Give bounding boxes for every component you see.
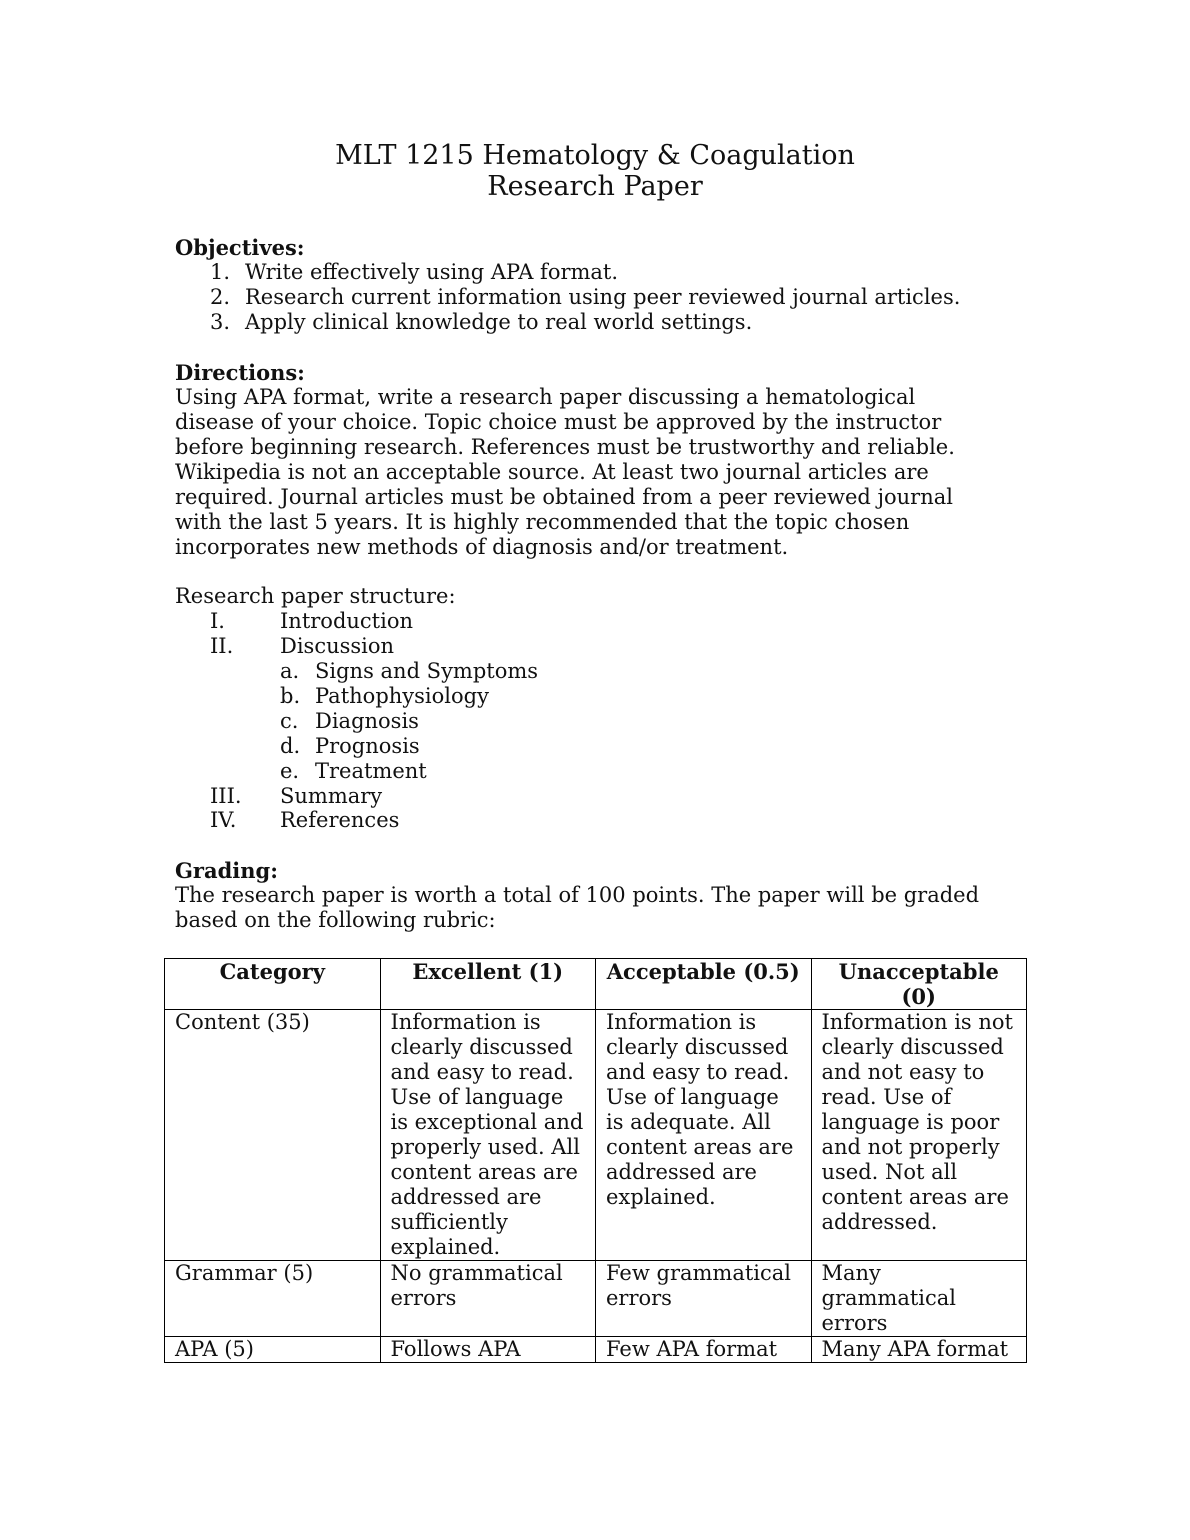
- subsection-text: Signs and Symptoms: [315, 659, 539, 683]
- rubric-header-row: [165, 959, 1027, 1010]
- directions-line: Using APA format, write a research paper discussing a hematological: [175, 385, 916, 409]
- subsection-letter: c.: [280, 709, 299, 733]
- rubric-excellent-cell: No grammatical errors: [380, 1261, 596, 1337]
- subsection-letter: b.: [280, 684, 301, 708]
- rubric-category-cell: Content (35): [165, 1010, 381, 1261]
- section-text: Summary: [280, 784, 383, 808]
- rubric-header-excellent: Excellent (1): [380, 959, 596, 1010]
- section-text: References: [280, 808, 400, 832]
- structure-intro: Research paper structure:: [175, 584, 456, 608]
- objective-number: 2.: [210, 285, 231, 309]
- grading-line: The research paper is worth a total of 100 points. The paper will be graded: [175, 883, 980, 907]
- directions-line: incorporates new methods of diagnosis and/or treatment.: [175, 535, 789, 559]
- section-number: I.: [210, 609, 225, 633]
- grading-line: based on the following rubric:: [175, 908, 496, 932]
- rubric-acceptable-cell: Information is clearly discussed and easy to read. Use of language is adequate. All content areas are addressed are explained.: [596, 1010, 812, 1261]
- section-number: IV.: [210, 808, 237, 832]
- subsection-text: Prognosis: [315, 734, 420, 758]
- rubric-unacceptable-cell: Information is not clearly discussed and not easy to read. Use of language is poor and not properly used. Not all content areas are addressed.: [811, 1010, 1027, 1261]
- section-text: Introduction: [280, 609, 413, 633]
- section-number: III.: [210, 784, 242, 808]
- subsection-letter: a.: [280, 659, 300, 683]
- rubric-acceptable-cell: Few APA format: [596, 1337, 812, 1363]
- rubric-excellent-cell: Information is clearly discussed and easy to read. Use of language is exceptional and properly used. All content areas are addressed are sufficiently explained.: [380, 1010, 596, 1261]
- subsection-text: Pathophysiology: [315, 684, 489, 708]
- subsection-text: Diagnosis: [315, 709, 419, 733]
- grading-heading: Grading:: [175, 858, 278, 883]
- directions-line: required. Journal articles must be obtained from a peer reviewed journal: [175, 485, 953, 509]
- subsection-text: Treatment: [315, 759, 427, 783]
- rubric-category-cell: Grammar (5): [165, 1261, 381, 1337]
- section-number: II.: [210, 634, 234, 658]
- table-row: [165, 1010, 1027, 1261]
- document-subtitle: Research Paper: [487, 171, 703, 202]
- rubric-unacceptable-cell: Many APA format: [811, 1337, 1027, 1363]
- rubric-header-category: Category: [165, 959, 381, 1010]
- directions-heading: Directions:: [175, 360, 305, 385]
- directions-line: Wikipedia is not an acceptable source. At least two journal articles are: [175, 460, 929, 484]
- section-text: Discussion: [280, 634, 395, 658]
- directions-line: with the last 5 years. It is highly recommended that the topic chosen: [175, 510, 910, 534]
- directions-line: before beginning research. References must be trustworthy and reliable.: [175, 435, 955, 459]
- rubric-table: [164, 958, 1027, 1363]
- objective-number: 3.: [210, 310, 231, 334]
- rubric-header-unacceptable: Unacceptable (0): [811, 959, 1027, 1010]
- document-title: MLT 1215 Hematology & Coagulation: [335, 140, 855, 171]
- rubric-header-acceptable: Acceptable (0.5): [596, 959, 812, 1010]
- directions-line: disease of your choice. Topic choice must be approved by the instructor: [175, 410, 942, 434]
- rubric-acceptable-cell: Few grammatical errors: [596, 1261, 812, 1337]
- rubric-category-cell: APA (5): [165, 1337, 381, 1363]
- table-row: [165, 1261, 1027, 1337]
- rubric-unacceptable-cell: Many grammatical errors: [811, 1261, 1027, 1337]
- objective-text: Apply clinical knowledge to real world settings.: [245, 310, 753, 334]
- objective-text: Write effectively using APA format.: [245, 260, 619, 284]
- rubric-excellent-cell: Follows APA: [380, 1337, 596, 1363]
- subsection-letter: d.: [280, 734, 301, 758]
- objective-text: Research current information using peer reviewed journal articles.: [245, 285, 961, 309]
- objectives-heading: Objectives:: [175, 235, 305, 260]
- objective-number: 1.: [210, 260, 231, 284]
- subsection-letter: e.: [280, 759, 300, 783]
- table-row: [165, 1337, 1027, 1363]
